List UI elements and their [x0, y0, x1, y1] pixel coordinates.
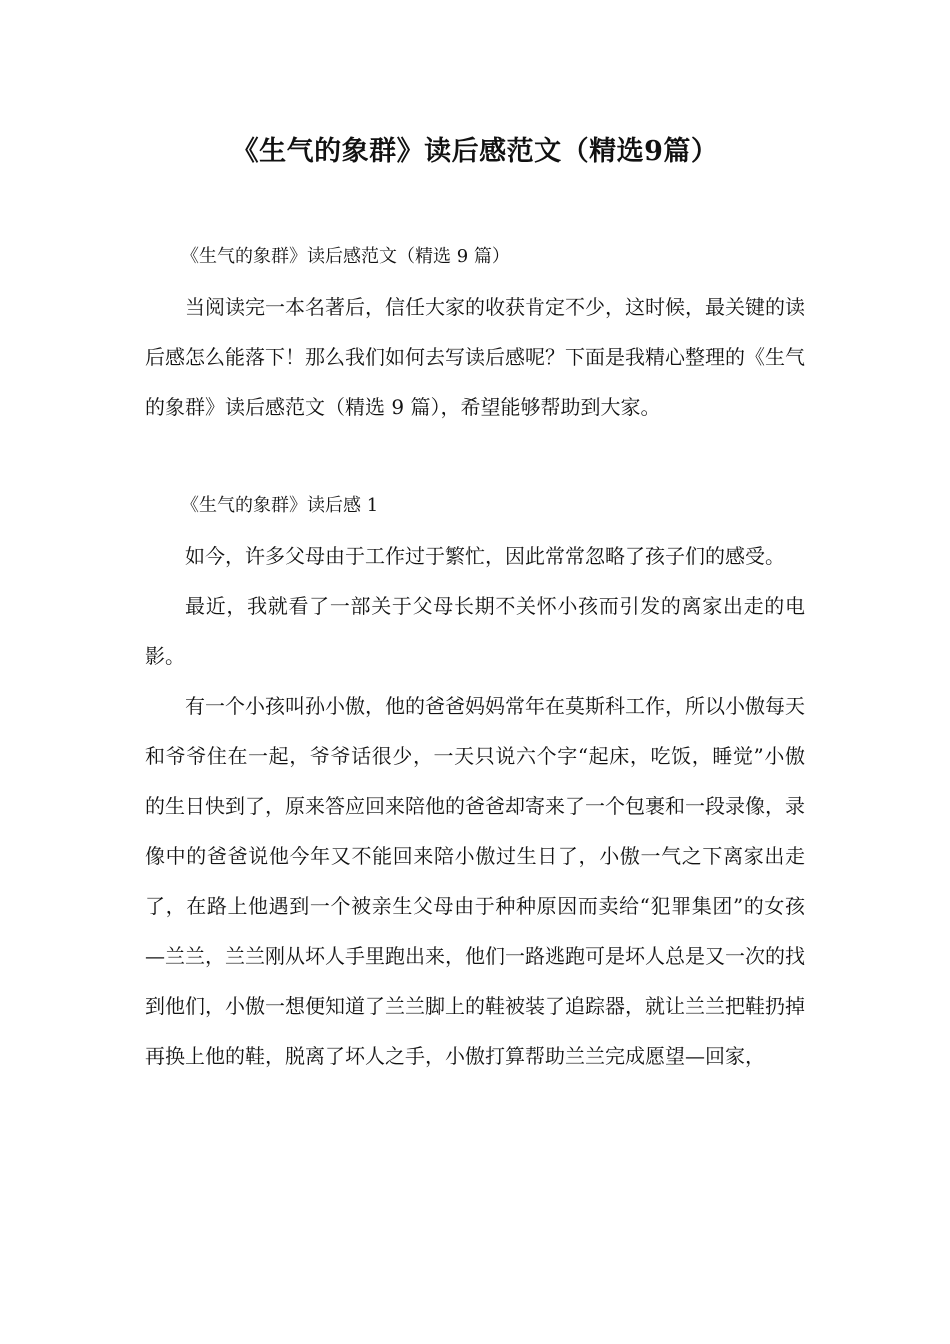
section-heading-1: 《生气的象群》读后感 1: [181, 495, 379, 516]
document-title: 《生气的象群》读后感范文（精选9篇）: [231, 136, 719, 167]
body-paragraph-2: 最近，我就看了一部关于父母长期不关怀小孩而引发的离家出走的电影。: [145, 594, 805, 668]
document-body: [145, 232, 805, 1081]
section-spacer: [145, 432, 805, 481]
subtitle-line: 《生气的象群》读后感范文（精选 9 篇）: [181, 246, 510, 267]
body-paragraph-1: 如今，许多父母由于工作过于繁忙，因此常常忽略了孩子们的感受。: [185, 544, 785, 568]
intro-paragraph: 当阅读完一本名著后，信任大家的收获肯定不少，这时候，最关键的读后感怎么能落下！那么我们如何去写读后感呢？下面是我精心整理的《生气的象群》读后感范文（精选 9 篇），希望能够帮助到大家。: [145, 295, 805, 419]
body-paragraph-3: 有一个小孩叫孙小傲，他的爸爸妈妈常年在莫斯科工作，所以小傲每天和爷爷住在一起，爷爷话很少，一天只说六个字“起床，吃饭，睡觉”小傲的生日快到了，原来答应回来陪他的爸爸却寄来了一个包裹和一段录像，录像中的爸爸说他今年又不能回来陪小傲过生日了，小傲一气之下离家出走了，在路上他遇到一个被亲生父母由于种种原因而卖给“犯罪集团”的女孩—兰兰，兰兰刚从坏人手里跑出来，他们一路逃跑可是坏人总是又一次的找到他们，小傲一想便知道了兰兰脚上的鞋被装了追踪器，就让兰兰把鞋扔掉再换上他的鞋，脱离了坏人之手，小傲打算帮助兰兰完成愿望—回家，: [145, 694, 805, 1068]
